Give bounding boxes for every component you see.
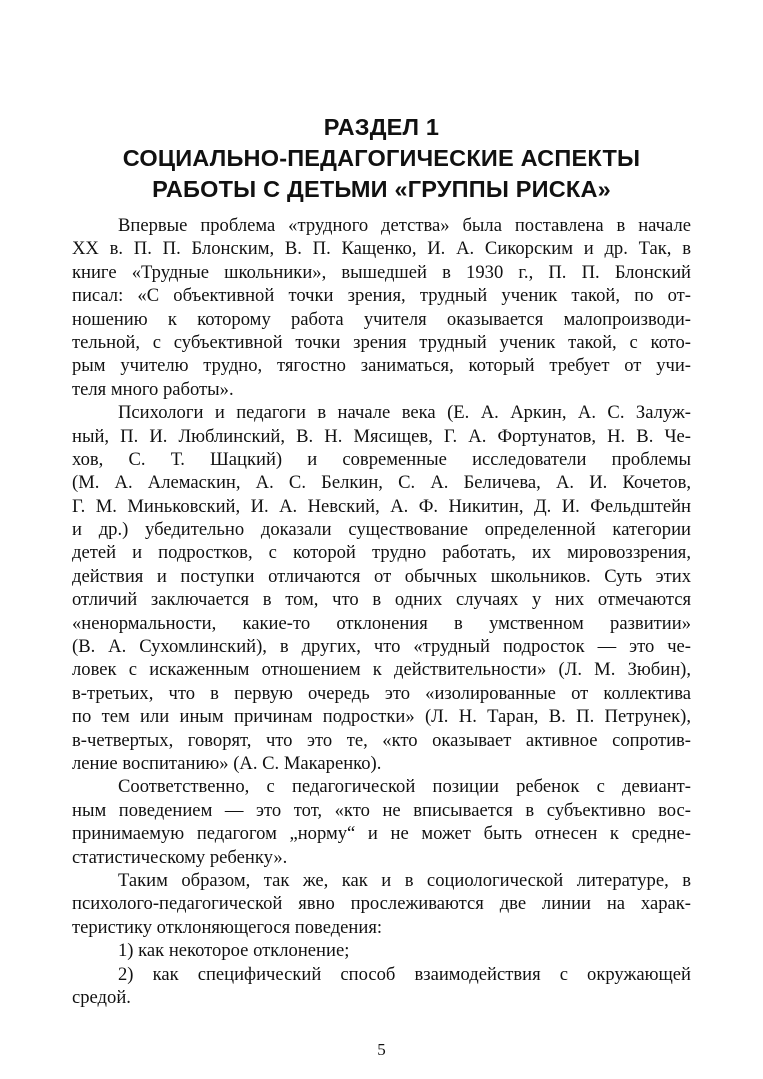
text-line: книге «Трудные школьники», вышедшей в 1930 г., П. П. Блонский: [72, 261, 691, 283]
text-line: 1) как некоторое отклонение;: [118, 940, 350, 962]
section-title-line-2: РАБОТЫ С ДЕТЬМИ «ГРУППЫ РИСКА»: [152, 176, 611, 202]
text-line: по тем или иным причинам подростки» (Л. Н. Таран, В. П. Петрунек),: [72, 706, 691, 728]
text-line: Соответственно, с педагогической позиции ребенок с девиант-: [118, 776, 691, 798]
text-line: ный, П. И. Люблинский, В. Н. Мясищев, Г. А. Фортунатов, Н. В. Че-: [72, 425, 691, 447]
section-title-line-1: СОЦИАЛЬНО-ПЕДАГОГИЧЕСКИЕ АСПЕКТЫ: [122, 145, 641, 171]
text-line: ловек с искаженным отношением к действительности» (Л. М. Зюбин),: [72, 659, 691, 681]
text-line: теристику отклоняющегося поведения:: [72, 916, 383, 938]
text-line: XX в. П. П. Блонским, В. П. Кащенко, И. А. Сикорским и др. Так, в: [72, 238, 691, 260]
text-line: тельной, с субъективной точки зрения трудный ученик такой, с кото-: [72, 331, 691, 353]
text-line: Впервые проблема «трудного детства» была поставлена в начале: [118, 215, 691, 236]
text-line: в-четвертых, говорят, что это те, «кто оказывает активное сопротив-: [72, 729, 691, 751]
text-line: ношению к которому работа учителя оказывается малопроизводи-: [72, 308, 691, 330]
text-line: действия и поступки отличаются от обычных школьников. Суть этих: [72, 565, 691, 587]
paragraph: [72, 939, 691, 962]
section-number: РАЗДЕЛ 1: [323, 114, 440, 140]
section-heading: [70, 112, 693, 205]
text-line: теля много работы».: [72, 378, 234, 400]
text-line: рым учителю трудно, тягостно заниматься, который требует от учи-: [72, 355, 691, 377]
text-line: Г. М. Миньковский, И. А. Невский, А. Ф. Никитин, Д. И. Фельдштейн: [72, 495, 691, 517]
text-line: в-третьих, что в первую очередь это «изолированные от коллектива: [72, 682, 691, 704]
paragraph: [72, 775, 691, 869]
paragraph: [72, 401, 691, 775]
text-line: Психологи и педагоги в начале века (Е. А. Аркин, А. С. Залуж-: [118, 402, 691, 424]
text-line: 2) как специфический способ взаимодействия с окружающей: [118, 963, 691, 985]
text-line: психолого-педагогической явно прослеживаются две линии на харак-: [72, 893, 691, 915]
text-line: статистическому ребенку».: [72, 846, 288, 868]
text-line: средой.: [72, 986, 131, 1008]
text-line: и др.) убедительно доказали существование определенной категории: [72, 519, 691, 541]
text-line: (В. А. Сухомлинский), в других, что «трудный подросток — это че-: [72, 636, 691, 658]
page-number: 5: [377, 1040, 386, 1059]
text-line: принимаемую педагогом „норму“ и не может быть отнесен к средне-: [72, 823, 691, 845]
text-line: отличий заключается в том, что в одних случаях у них отмечаются: [72, 589, 691, 611]
body-text: [72, 214, 691, 1009]
text-line: детей и подростков, с которой трудно работать, их мировоззрения,: [72, 542, 691, 564]
text-line: (М. А. Алемаскин, А. С. Белкин, С. А. Беличева, А. И. Кочетов,: [72, 472, 691, 494]
text-line: писал: «С объективной точки зрения, трудный ученик такой, по от-: [72, 285, 691, 307]
paragraph: [72, 869, 691, 939]
paragraph: [72, 963, 691, 1010]
text-line: Таким образом, так же, как и в социологической литературе, в: [118, 869, 691, 891]
paragraph: [72, 214, 691, 401]
text-line: ление воспитанию» (А. С. Макаренко).: [72, 752, 382, 774]
text-line: хов, С. Т. Шацкий) и современные исследователи проблемы: [72, 448, 691, 470]
text-line: «ненормальности, какие-то отклонения в умственном развитии»: [72, 612, 691, 634]
text-line: ным поведением — это тот, «кто не вписывается в субъективно вос-: [72, 799, 691, 821]
